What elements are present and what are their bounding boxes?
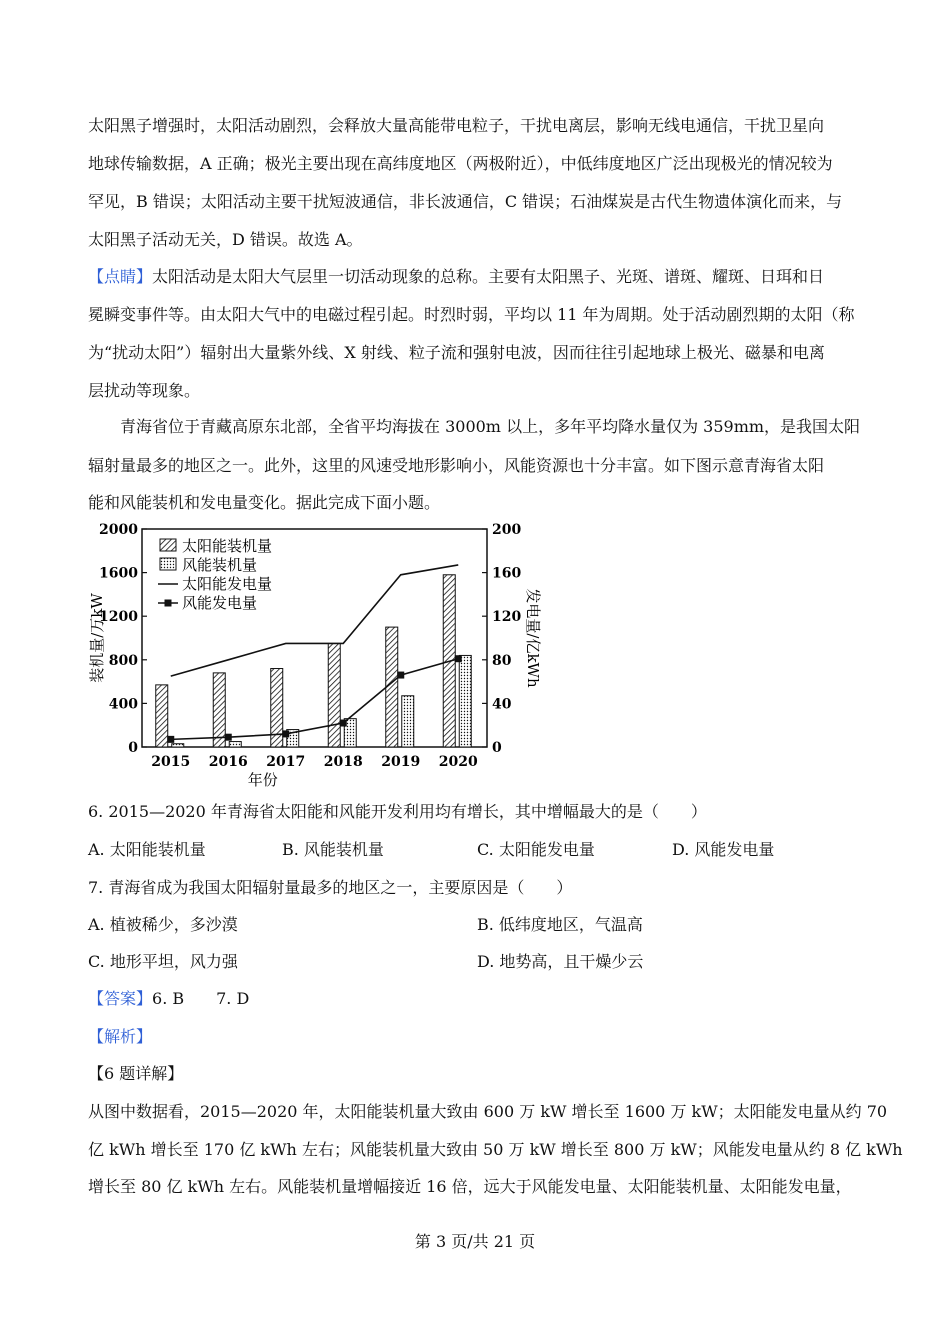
wind-generation-point xyxy=(282,730,289,737)
wind-generation-point xyxy=(455,655,462,662)
dianjing-line xyxy=(88,266,824,288)
x-tick-label: 2018 xyxy=(323,754,363,770)
x-axis-title: 年份 xyxy=(247,771,278,789)
intro-line: 能和风能装机和发电量变化。据此完成下面小题。 xyxy=(88,493,441,512)
right-axis-tick-label: 120 xyxy=(492,609,522,626)
left-axis-tick-label: 800 xyxy=(108,652,138,669)
wind-generation-point xyxy=(397,672,404,679)
text-line: 层扰动等现象。 xyxy=(88,381,201,400)
right-axis-tick-label: 0 xyxy=(492,740,502,756)
text-line: 罕见，B 错误；太阳活动主要干扰短波通信，非长波通信，C 错误；石油煤炭是古代生物遗体演化而来，与 xyxy=(88,192,843,211)
legend-solar-generation-label: 太阳能发电量 xyxy=(182,575,273,593)
right-axis-tick-label: 80 xyxy=(492,652,512,669)
text-line: 太阳黑子活动无关，D 错误。故选 A。 xyxy=(88,230,363,249)
text-line: 太阳黑子增强时，太阳活动剧烈，会释放大量高能带电粒子，干扰电离层，影响无线电通信，干扰卫星向 xyxy=(88,116,825,135)
wind-generation-point xyxy=(225,734,232,741)
analysis-tag: 【解析】 xyxy=(88,1027,153,1046)
detail-line: 亿 kWh 增长至 170 亿 kWh 左右；风能装机量大致由 50 万 kW 增长至 800 万 kW；风能发电量从约 8 亿 kWh xyxy=(88,1140,903,1159)
solar-capacity-bar xyxy=(213,673,225,747)
left-axis-tick-label: 2000 xyxy=(99,522,138,538)
q7-option-c[interactable]: C. 地形平坦，风力强 xyxy=(88,952,238,971)
left-axis-tick-label: 0 xyxy=(128,740,138,756)
page-footer: 第 3 页/共 21 页 xyxy=(414,1232,536,1251)
legend-solar-capacity-label: 太阳能装机量 xyxy=(182,537,273,555)
wind-capacity-bar xyxy=(172,744,184,747)
energy-chart xyxy=(82,515,542,790)
legend-wind-capacity-label: 风能装机量 xyxy=(182,556,258,574)
q7-option-a[interactable]: A. 植被稀少，多沙漠 xyxy=(88,915,238,934)
x-tick-label: 2016 xyxy=(208,754,248,770)
solar-capacity-bar xyxy=(156,685,168,747)
right-axis-tick-label: 160 xyxy=(492,565,522,582)
left-axis-tick-label: 1200 xyxy=(99,609,138,626)
wind-capacity-bar xyxy=(229,742,241,747)
x-tick-label: 2015 xyxy=(151,754,191,770)
solar-capacity-bar xyxy=(328,643,340,747)
q7-option-b[interactable]: B. 低纬度地区，气温高 xyxy=(477,915,643,934)
detail-tag: 【6 题详解】 xyxy=(88,1064,184,1083)
answer-line xyxy=(88,988,249,1010)
right-axis-tick-label: 40 xyxy=(492,696,512,713)
left-axis-tick-label: 1600 xyxy=(99,565,138,582)
q7-option-d[interactable]: D. 地势高，且干燥少云 xyxy=(477,952,644,971)
answer-text: 6. B 7. D xyxy=(152,989,250,1008)
q6-option-d[interactable]: D. 风能发电量 xyxy=(672,840,775,859)
intro-line: 辐射量最多的地区之一。此外，这里的风速受地形影响小，风能资源也十分丰富。如下图示意青海省太阳 xyxy=(88,456,825,475)
intro-line: 青海省位于青藏高原东北部，全省平均海拔在 3000m 以上，多年平均降水量仅为 359mm，是我国太阳 xyxy=(120,417,861,436)
right-axis-tick-label: 200 xyxy=(492,522,522,538)
legend-wind-generation-marker xyxy=(165,600,172,607)
x-tick-label: 2020 xyxy=(438,754,478,770)
left-axis-title: 装机量/万kW xyxy=(88,593,106,683)
question-6-stem: 6. 2015—2020 年青海省太阳能和风能开发利用均有增长，其中增幅最大的是（ ） xyxy=(88,802,707,821)
wind-capacity-bar xyxy=(459,655,471,747)
right-axis-title: 发电量/亿kWh xyxy=(524,588,542,688)
dianjing-tag: 【点睛】 xyxy=(88,267,153,286)
wind-generation-point xyxy=(340,720,347,727)
text-line: 冕瞬变事件等。由太阳大气中的电磁过程引起。时烈时弱，平均以 11 年为周期。处于活动剧烈期的太阳（称 xyxy=(88,305,855,324)
q6-option-b[interactable]: B. 风能装机量 xyxy=(282,840,384,859)
dianjing-text: 太阳活动是太阳大气层里一切活动现象的总称。主要有太阳黑子、光斑、谱斑、耀斑、日珥和日 xyxy=(152,267,825,286)
question-7-stem: 7. 青海省成为我国太阳辐射量最多的地区之一，主要原因是（ ） xyxy=(88,878,573,897)
legend-solar-capacity-swatch xyxy=(160,539,176,551)
detail-line: 从图中数据看，2015—2020 年，太阳能装机量大致由 600 万 kW 增长至 1600 万 kW；太阳能发电量从约 70 xyxy=(88,1102,888,1121)
legend-wind-generation-label: 风能发电量 xyxy=(182,594,258,612)
text-line: 为“扰动太阳”）辐射出大量紫外线、X 射线、粒子流和强射电波，因而往往引起地球上极光、磁暴和电离 xyxy=(88,343,825,362)
detail-line: 增长至 80 亿 kWh 左右。风能装机量增幅接近 16 倍，远大于风能发电量、太阳能装机量、太阳能发电量， xyxy=(88,1177,852,1196)
wind-capacity-bar xyxy=(402,696,414,747)
x-tick-label: 2019 xyxy=(381,754,421,770)
q6-option-a[interactable]: A. 太阳能装机量 xyxy=(88,840,206,859)
left-axis-tick-label: 400 xyxy=(108,696,138,713)
answer-tag: 【答案】 xyxy=(88,989,153,1008)
x-tick-label: 2017 xyxy=(266,754,306,770)
legend-wind-capacity-swatch xyxy=(160,558,176,570)
wind-generation-point xyxy=(167,736,174,743)
q6-option-c[interactable]: C. 太阳能发电量 xyxy=(477,840,595,859)
text-line: 地球传输数据，A 正确；极光主要出现在高纬度地区（两极附近），中低纬度地区广泛出现极光的情况较为 xyxy=(88,154,833,173)
